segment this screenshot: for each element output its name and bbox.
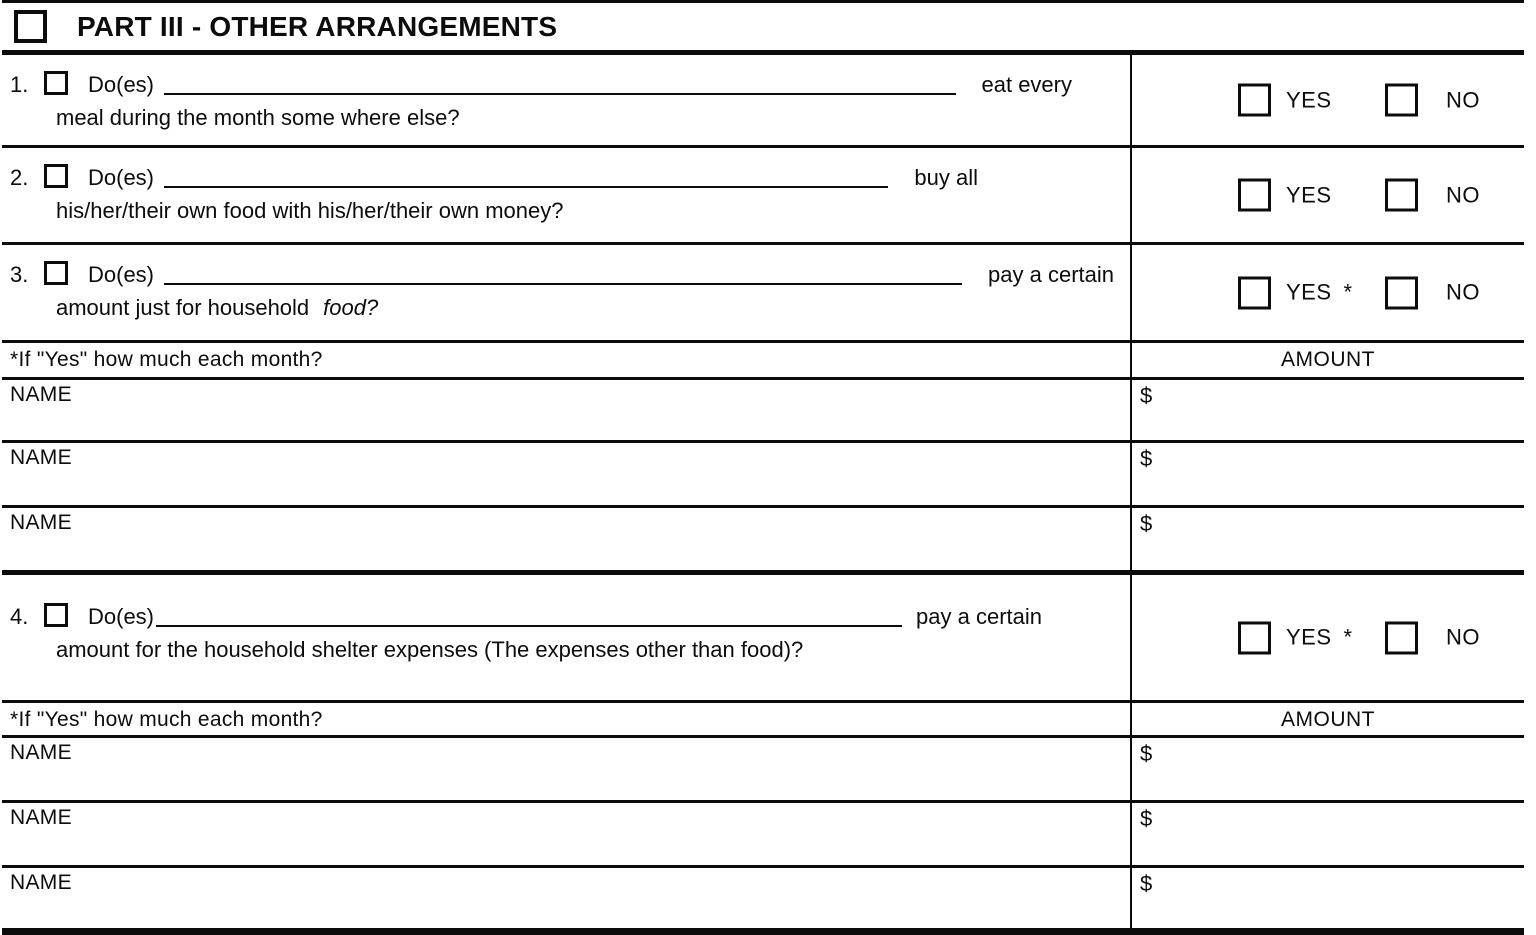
part-section-checkbox[interactable] <box>14 10 47 43</box>
part3-form <box>2 0 1524 935</box>
question-2-number: 2. <box>10 165 29 190</box>
name-row-5 <box>2 803 1524 868</box>
name-label: NAME <box>10 383 72 406</box>
question-3-name-blank[interactable] <box>164 283 962 285</box>
question-row-2 <box>2 148 1524 245</box>
name-input-area-6[interactable] <box>72 871 1130 928</box>
question-4-suffix: pay a certain <box>916 604 1042 629</box>
amount-input-area-2[interactable] <box>1152 446 1524 505</box>
name-input-area-3[interactable] <box>72 511 1130 570</box>
name-row-4 <box>2 738 1524 803</box>
name-label: NAME <box>10 806 72 829</box>
dollar-sign: $ <box>1140 446 1153 471</box>
dollar-sign: $ <box>1140 383 1153 408</box>
question-1-number: 1. <box>10 72 29 97</box>
question-3-no-checkbox[interactable] <box>1385 276 1418 309</box>
name-row-3 <box>2 508 1524 575</box>
question-4-number: 4. <box>10 604 29 629</box>
question-3-text-italic: food? <box>323 295 379 320</box>
question-1-text-line2: meal during the month some where else? <box>56 105 460 130</box>
part-title: PART III - OTHER ARRANGEMENTS <box>77 10 558 42</box>
name-input-area-4[interactable] <box>72 741 1130 800</box>
question-3-yes-label: YES <box>1286 279 1332 305</box>
question-2-yes-checkbox[interactable] <box>1238 179 1271 212</box>
question-1-lead: Do(es) <box>88 72 155 97</box>
amount-column-header-2: AMOUNT <box>1130 703 1524 735</box>
name-row-6 <box>2 868 1524 935</box>
question-1-suffix: eat every <box>981 72 1072 97</box>
question-1-yes-checkbox[interactable] <box>1238 84 1271 117</box>
ifyes-question-1: *If "Yes" how much each month? <box>10 348 323 371</box>
question-4-no-checkbox[interactable] <box>1385 621 1418 654</box>
question-2-yes-label: YES <box>1286 182 1332 207</box>
question-1-no-label: NO <box>1446 87 1480 112</box>
dollar-sign: $ <box>1140 741 1153 766</box>
amount-column-header-1: AMOUNT <box>1130 343 1524 377</box>
name-row-1 <box>2 380 1524 443</box>
question-row-3 <box>2 245 1524 343</box>
question-row-4 <box>2 575 1524 703</box>
question-3-suffix: pay a certain <box>988 262 1114 287</box>
question-4-no-label: NO <box>1446 624 1480 650</box>
question-4-lead: Do(es) <box>88 604 155 629</box>
question-4-yes-label: YES <box>1286 624 1332 650</box>
ifyes-row-2 <box>2 703 1524 738</box>
question-4-yes-asterisk: * <box>1343 624 1353 650</box>
question-3-text-line2 <box>56 294 1114 322</box>
part-header-row <box>2 0 1524 55</box>
question-2-suffix: buy all <box>914 165 978 190</box>
question-4-text-line2: amount for the household shelter expenses (The expenses other than food)? <box>56 637 804 662</box>
question-2-text-line2: his/her/their own food with his/her/their own money? <box>56 198 564 223</box>
amount-input-area-1[interactable] <box>1152 383 1524 440</box>
ifyes-question-2: *If "Yes" how much each month? <box>10 708 323 731</box>
question-1-no-checkbox[interactable] <box>1385 84 1418 117</box>
amount-input-area-3[interactable] <box>1152 511 1524 570</box>
dollar-sign: $ <box>1140 511 1153 536</box>
question-3-yes-checkbox[interactable] <box>1238 276 1271 309</box>
question-2-no-label: NO <box>1446 182 1480 207</box>
question-3-yes-asterisk: * <box>1343 279 1353 305</box>
dollar-sign: $ <box>1140 806 1153 831</box>
question-4-checkbox[interactable] <box>44 603 68 627</box>
question-2-lead: Do(es) <box>88 165 155 190</box>
amount-input-area-6[interactable] <box>1152 871 1524 928</box>
question-4-yes-checkbox[interactable] <box>1238 621 1271 654</box>
name-label: NAME <box>10 511 72 534</box>
question-2-checkbox[interactable] <box>44 164 68 188</box>
name-row-2 <box>2 443 1524 508</box>
amount-input-area-5[interactable] <box>1152 806 1524 865</box>
question-2-no-checkbox[interactable] <box>1385 179 1418 212</box>
name-input-area-1[interactable] <box>72 383 1130 440</box>
question-2-name-blank[interactable] <box>164 186 888 188</box>
question-3-checkbox[interactable] <box>44 261 68 285</box>
question-1-yes-label: YES <box>1286 87 1332 112</box>
name-input-area-5[interactable] <box>72 806 1130 865</box>
question-3-text-line2-plain: amount just for household <box>56 295 310 320</box>
name-label: NAME <box>10 446 72 469</box>
question-3-number: 3. <box>10 262 29 287</box>
question-3-no-label: NO <box>1446 279 1480 305</box>
name-label: NAME <box>10 871 72 894</box>
question-row-1 <box>2 55 1524 148</box>
ifyes-row-1 <box>2 343 1524 380</box>
dollar-sign: $ <box>1140 871 1153 896</box>
question-4-name-blank[interactable] <box>156 625 902 627</box>
name-label: NAME <box>10 741 72 764</box>
name-input-area-2[interactable] <box>72 446 1130 505</box>
question-1-name-blank[interactable] <box>164 93 955 95</box>
question-1-checkbox[interactable] <box>44 71 68 95</box>
question-3-lead: Do(es) <box>88 262 155 287</box>
amount-input-area-4[interactable] <box>1152 741 1524 800</box>
